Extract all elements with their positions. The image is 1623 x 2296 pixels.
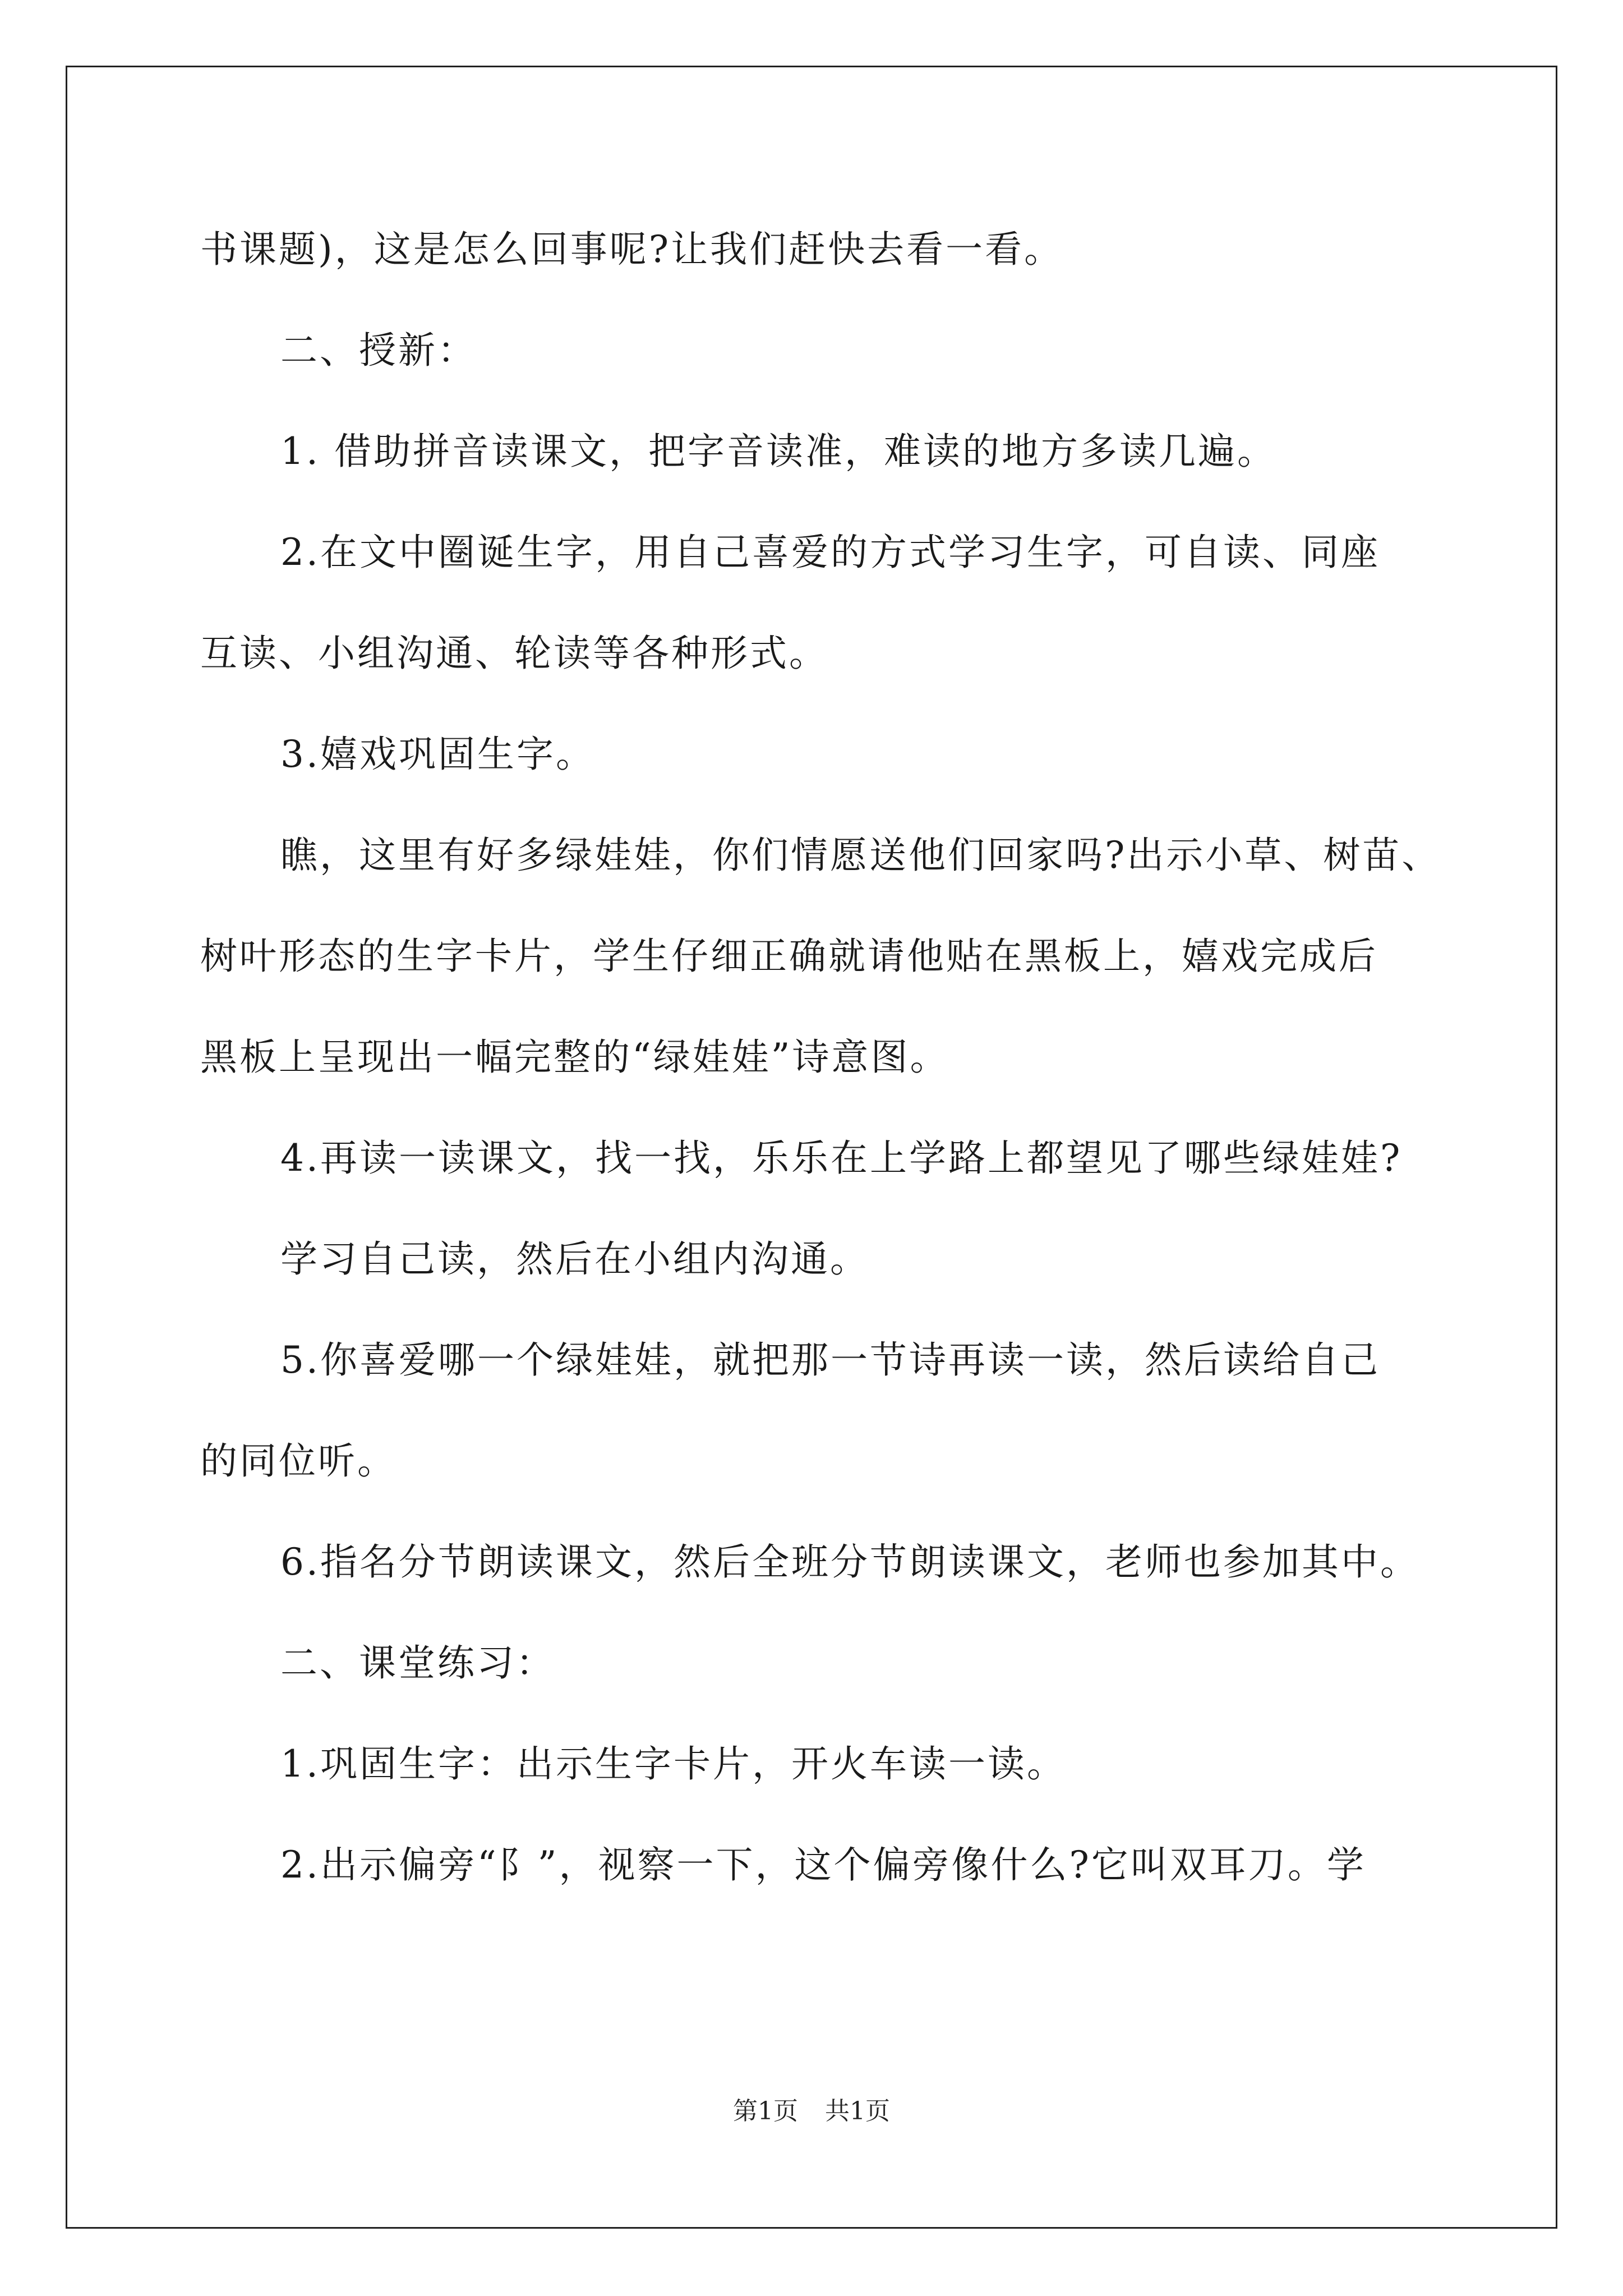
page-total: 共1页 — [825, 2097, 890, 2125]
text-line-4: 2.在文中圈诞生字，用自己喜爱的方式学习生字，可自读、同座 — [280, 531, 1380, 574]
text-line-9: 黑板上呈现出一幅完整的“绿娃娃”诗意图。 — [200, 1036, 949, 1079]
text-line-13: 的同位听。 — [200, 1439, 396, 1483]
page-footer — [0, 2096, 1623, 2127]
text-line-14: 6.指名分节朗读课文，然后全班分节朗读课文，老师也参加其中。 — [280, 1540, 1419, 1584]
text-line-5: 互读、小组沟通、轮读等各种形式。 — [200, 632, 828, 675]
text-line-8: 树叶形态的生字卡片，学生仔细正确就请他贴在黑板上，嬉戏完成后 — [200, 935, 1378, 978]
text-line-7: 瞧，这里有好多绿娃娃，你们情愿送他们回家吗?出示小草、树苗、 — [280, 834, 1441, 877]
text-line-11: 学习自己读，然后在小组内沟通。 — [280, 1237, 869, 1281]
text-line-3: 1. 借助拼音读课文，把字音读准，难读的地方多读几遍。 — [280, 430, 1276, 473]
section-heading-new-lesson: 二、授新： — [280, 329, 477, 372]
text-line-16: 1.巩固生字：出示生字卡片，开火车读一读。 — [280, 1742, 1066, 1786]
text-line-12: 5.你喜爱哪一个绿娃娃，就把那一节诗再读一读，然后读给自己 — [280, 1338, 1380, 1382]
page-number: 第1页 — [733, 2097, 798, 2125]
text-line-1: 书课题)，这是怎么回事呢?让我们赶快去看一看。 — [200, 228, 1064, 271]
text-line-10: 4.再读一读课文，找一找，乐乐在上学路上都望见了哪些绿娃娃? — [280, 1137, 1403, 1180]
text-line-17: 2.出示偏旁“阝”，视察一下，这个偏旁像什么?它叫双耳刀。学 — [280, 1843, 1366, 1887]
text-line-6: 3.嬉戏巩固生字。 — [280, 733, 595, 776]
section-heading-practice: 二、课堂练习： — [280, 1641, 555, 1685]
